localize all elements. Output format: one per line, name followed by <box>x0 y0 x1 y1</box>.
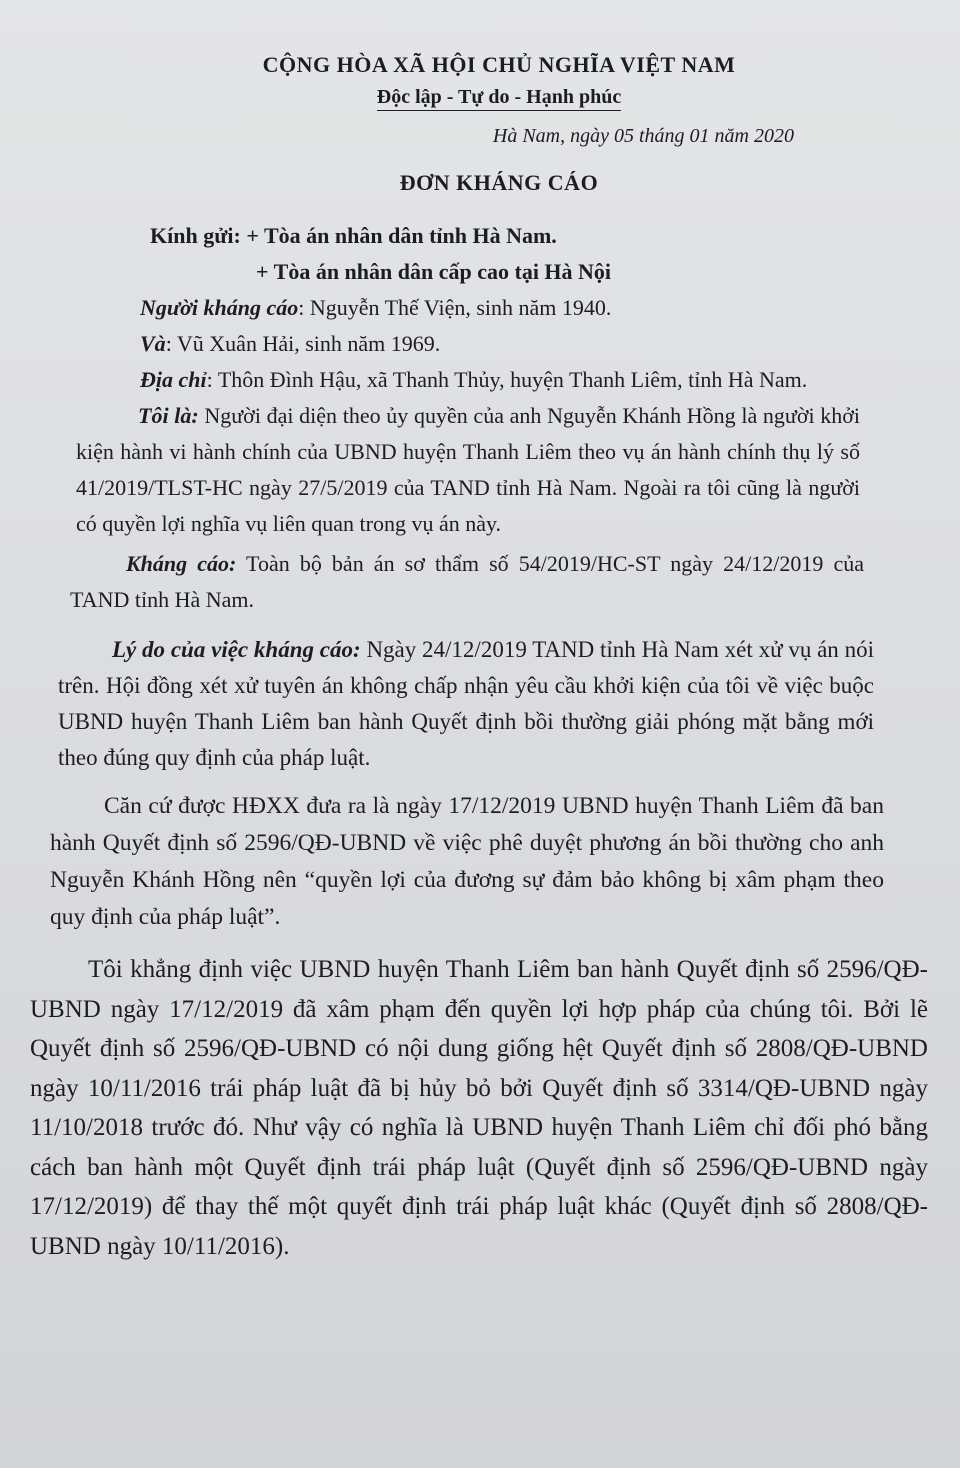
claim-text: Tôi khẳng định việc UBND huyện Thanh Liêm ban hành Quyết định số 2596/QĐ-UBND ngày 17/12/2019 đã xâm phạm đến quyền lợi hợp pháp của chúng tôi. Bởi lẽ Quyết định số 2596/QĐ-UBND có nội dung giống hệt Quyết định số 2808/QĐ-UBND ngày 10/11/2016 trái pháp luật đã bị hủy bỏ bởi Quyết định số 3314/QĐ-UBND ngày 11/10/2018 trước đó. Như vậy có nghĩa là UBND huyện Thanh Liêm chỉ đối phó bằng cách ban hành một Quyết định trái pháp luật (Quyết định số 2596/QĐ-UBND ngày 17/12/2019) để thay thế một quyết định trái pháp luật khác (Quyết định số 2808/QĐ-UBND ngày 10/11/2016). <box>30 956 928 1260</box>
document-title: ĐƠN KHÁNG CÁO <box>399 170 599 195</box>
recipient-2: + Tòa án nhân dân cấp cao tại Hà Nội <box>256 259 612 284</box>
basis-paragraph <box>28 788 930 936</box>
representative-label: Tôi là: <box>138 403 199 428</box>
appeal-text: Toàn bộ bản án sơ thẩm số 54/2019/HC-ST ngày 24/12/2019 của TAND tỉnh Hà Nam. <box>70 551 864 612</box>
co-appellant-label: Và <box>140 331 166 356</box>
national-motto: Độc lập - Tự do - Hạnh phúc <box>377 86 621 111</box>
appellant-field <box>28 290 930 326</box>
co-appellant-value: : Vũ Xuân Hải, sinh năm 1969. <box>165 331 441 356</box>
dateline: Hà Nam, ngày 05 tháng 01 năm 2020 <box>492 125 794 147</box>
recipients-label: Kính gửi: <box>150 223 241 248</box>
national-title: CỘNG HÒA XÃ HỘI CHỦ NGHĨA VIỆT NAM <box>262 52 736 77</box>
appeal-label: Kháng cáo: <box>126 551 237 576</box>
recipients-line-1 <box>28 218 930 254</box>
reason-text: Ngày 24/12/2019 TAND tỉnh Hà Nam xét xử vụ án nói trên. Hội đồng xét xử tuyên án không chấp nhận yêu cầu khởi kiện của tôi về việc buộc UBND huyện Thanh Liêm ban hành Quyết định bồi thường giải phóng mặt bằng mới theo đúng quy định của pháp luật. <box>58 637 874 770</box>
recipients-line-2 <box>28 254 930 290</box>
address-label: Địa chỉ <box>140 367 207 392</box>
co-appellant-field <box>28 326 930 362</box>
address-value: : Thôn Đình Hậu, xã Thanh Thủy, huyện Thanh Liêm, tỉnh Hà Nam. <box>206 367 808 392</box>
representative-text: Người đại diện theo ủy quyền của anh Nguyễn Khánh Hồng là người khởi kiện hành vi hành chính của UBND huyện Thanh Liêm theo vụ án hành chính thụ lý số 41/2019/TLST-HC ngày 27/5/2019 của TAND tỉnh Hà Nam. Ngoài ra tôi cũng là người có quyền lợi nghĩa vụ liên quan trong vụ án này. <box>76 403 861 536</box>
claim-paragraph <box>28 950 930 1266</box>
representative-paragraph <box>28 398 930 542</box>
appeal-paragraph <box>28 546 930 618</box>
reason-label: Lý do của việc kháng cáo: <box>112 637 361 662</box>
appellant-label: Người kháng cáo <box>140 295 299 320</box>
document-header <box>28 52 930 111</box>
basis-text: Căn cứ được HĐXX đưa ra là ngày 17/12/2019 UBND huyện Thanh Liêm đã ban hành Quyết định số 2596/QĐ-UBND về việc phê duyệt phương án bồi thường cho anh Nguyễn Khánh Hồng nên “quyền lợi của đương sự đảm bảo không bị xâm phạm theo quy định của pháp luật”. <box>50 793 884 930</box>
address-field <box>28 362 930 398</box>
reason-paragraph <box>28 632 930 776</box>
recipient-1: + Tòa án nhân dân tỉnh Hà Nam. <box>246 223 557 248</box>
appellant-value: : Nguyễn Thế Viện, sinh năm 1940. <box>298 295 612 320</box>
